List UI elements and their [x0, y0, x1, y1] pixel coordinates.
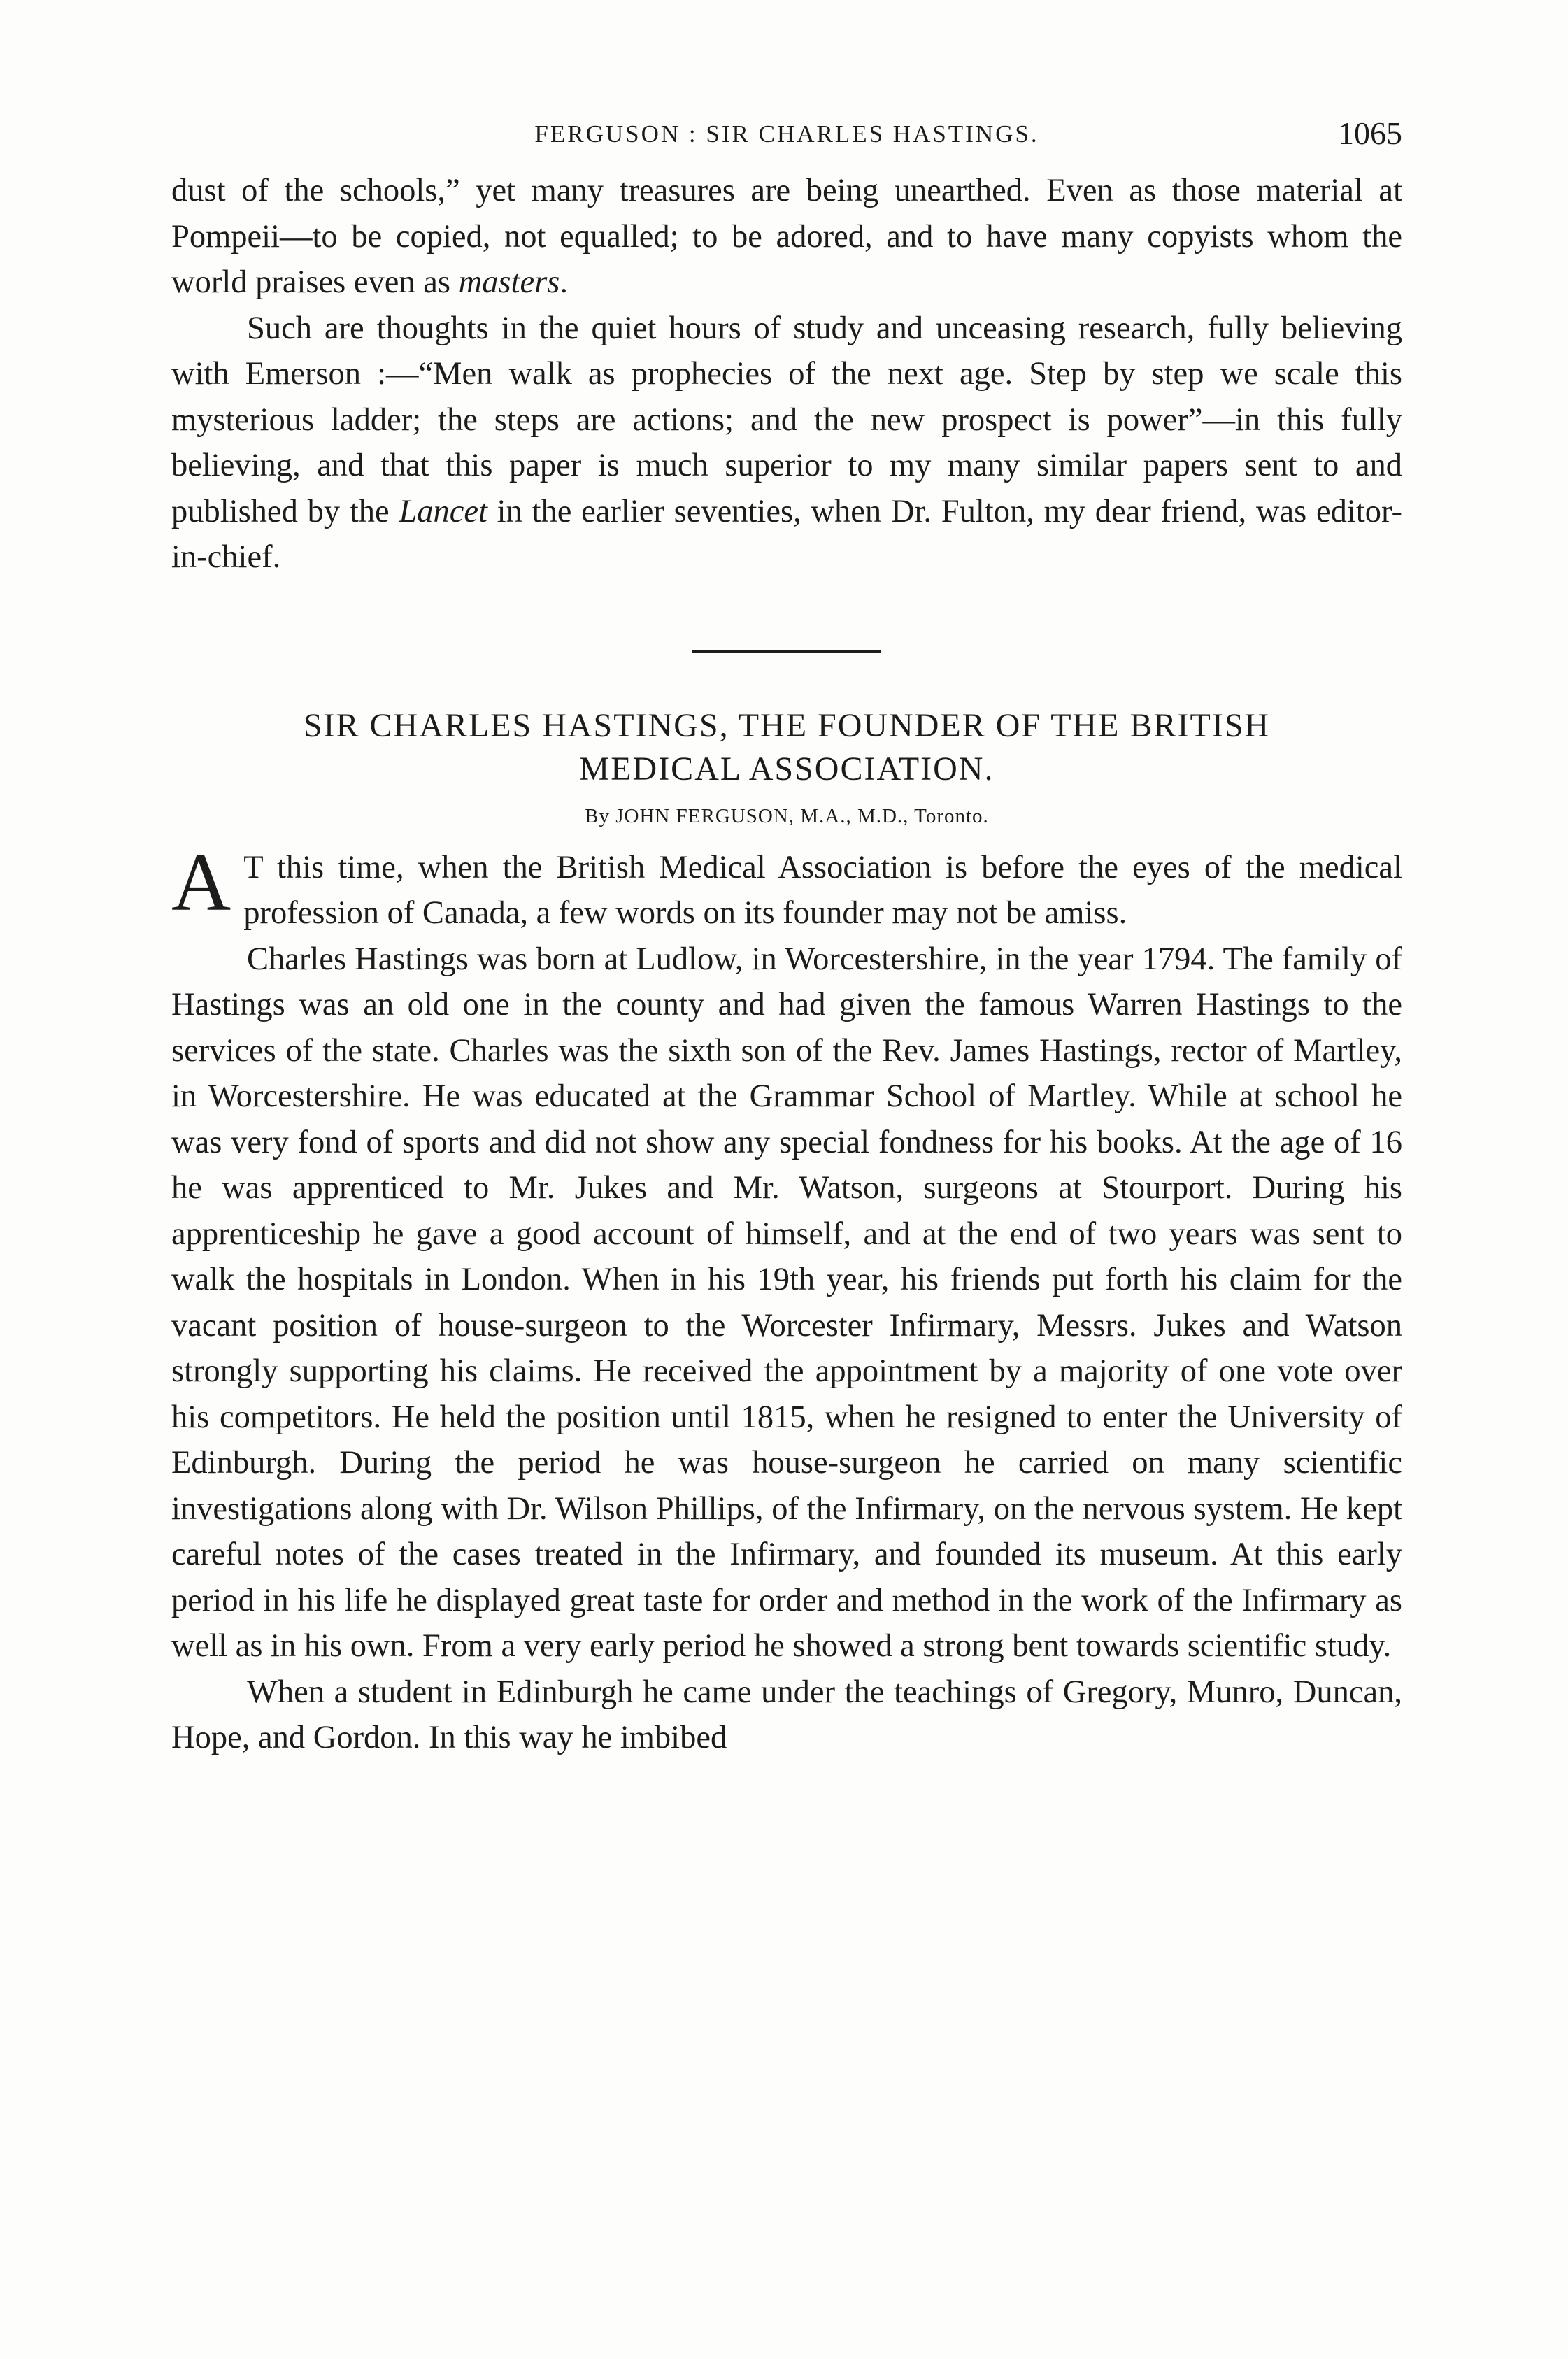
prelude-p1-end: .	[560, 264, 568, 300]
article-title-line-2: MEDICAL ASSOCIATION.	[579, 750, 995, 787]
byline: By JOHN FERGUSON, M.A., M.D., Toronto.	[585, 804, 989, 827]
prelude-paragraph-2	[171, 306, 1402, 580]
article-title-line-1: SIR CHARLES HASTINGS, THE FOUNDER OF THE BRITISH	[303, 706, 1271, 744]
running-title: FERGUSON : SIR CHARLES HASTINGS.	[534, 120, 1039, 148]
journal-page	[171, 105, 1402, 1761]
article-paragraph-2: Charles Hastings was born at Ludlow, in Worcestershire, in the year 1794. The family of Hastings was an old one in the county and had given the famous Warren Hastings to the services of the state. Charles was the sixth son of the Rev. James Hastings, rector of Martley, in Worcestershire. He was educated at the Grammar School of Martley. While at school he was very fond of sports and did not show any special fondness for his books. At the age of 16 he was apprenticed to Mr. Jukes and Mr. Watson, surgeons at Stourport. During his apprenticeship he gave a good account of himself, and at the end of two years was sent to walk the hospitals in London. When in his 19th year, his friends put forth his claim for the vacant position of house-surgeon to the Worcester Infirmary, Messrs. Jukes and Watson strongly supporting his claims. He received the appointment by a majority of one vote over his competitors. He held the position until 1815, when he resigned to enter the University of Edinburgh. During the period he was house-surgeon he carried on many scientific investigations along with Dr. Wilson Phillips, of the Infirmary, on the nervous system. He kept careful notes of the cases treated in the Infirmary, and founded its museum. At this early period in his life he displayed great taste for order and method in the work of the Infirmary as well as in his own. From a very early period he showed a strong bent towards scientific study.	[171, 941, 1402, 1664]
prelude-p2-text: Such are thoughts in the quiet hours of study and unceasing research, fully believing with Emerson :—“Men walk as prophecies of the next age. Step by step we scale this mysterious ladder; the steps are actions; and the new prospect is power”—in this fully believing, and that this paper is much superior to my many similar papers sent to and published by the	[171, 310, 1402, 529]
section-divider	[692, 650, 881, 653]
prelude-p1-italic: masters	[458, 264, 560, 300]
article-paragraph-1	[171, 836, 1402, 936]
running-head	[171, 105, 1402, 168]
article-paragraph-3: When a student in Edinburgh he came under the teachings of Gregory, Munro, Duncan, Hope, and Gordon. In this way he imbibed	[171, 1674, 1402, 1755]
drop-cap: A	[171, 836, 231, 928]
prelude-paragraph-1	[171, 168, 1402, 306]
previous-article-ending	[171, 168, 1402, 580]
page-number: 1065	[1338, 115, 1402, 151]
prelude-p2-end: in the earlier seventies, when Dr. Fulton, my dear friend, was editor-in-chief.	[171, 493, 1402, 575]
prelude-p1-text: dust of the schools,” yet many treasures are being unearthed. Even as those material at Pompeii—to be copied, not equalled; to be adored, and to have many copyists whom the world praises even as	[171, 173, 1402, 300]
prelude-p2-italic: Lancet	[399, 493, 487, 529]
article-title	[171, 704, 1402, 791]
article-p1-text: T this time, when the British Medical Association is before the eyes of the medical profession of Canada, a few words on its founder may not be amiss.	[243, 849, 1402, 931]
